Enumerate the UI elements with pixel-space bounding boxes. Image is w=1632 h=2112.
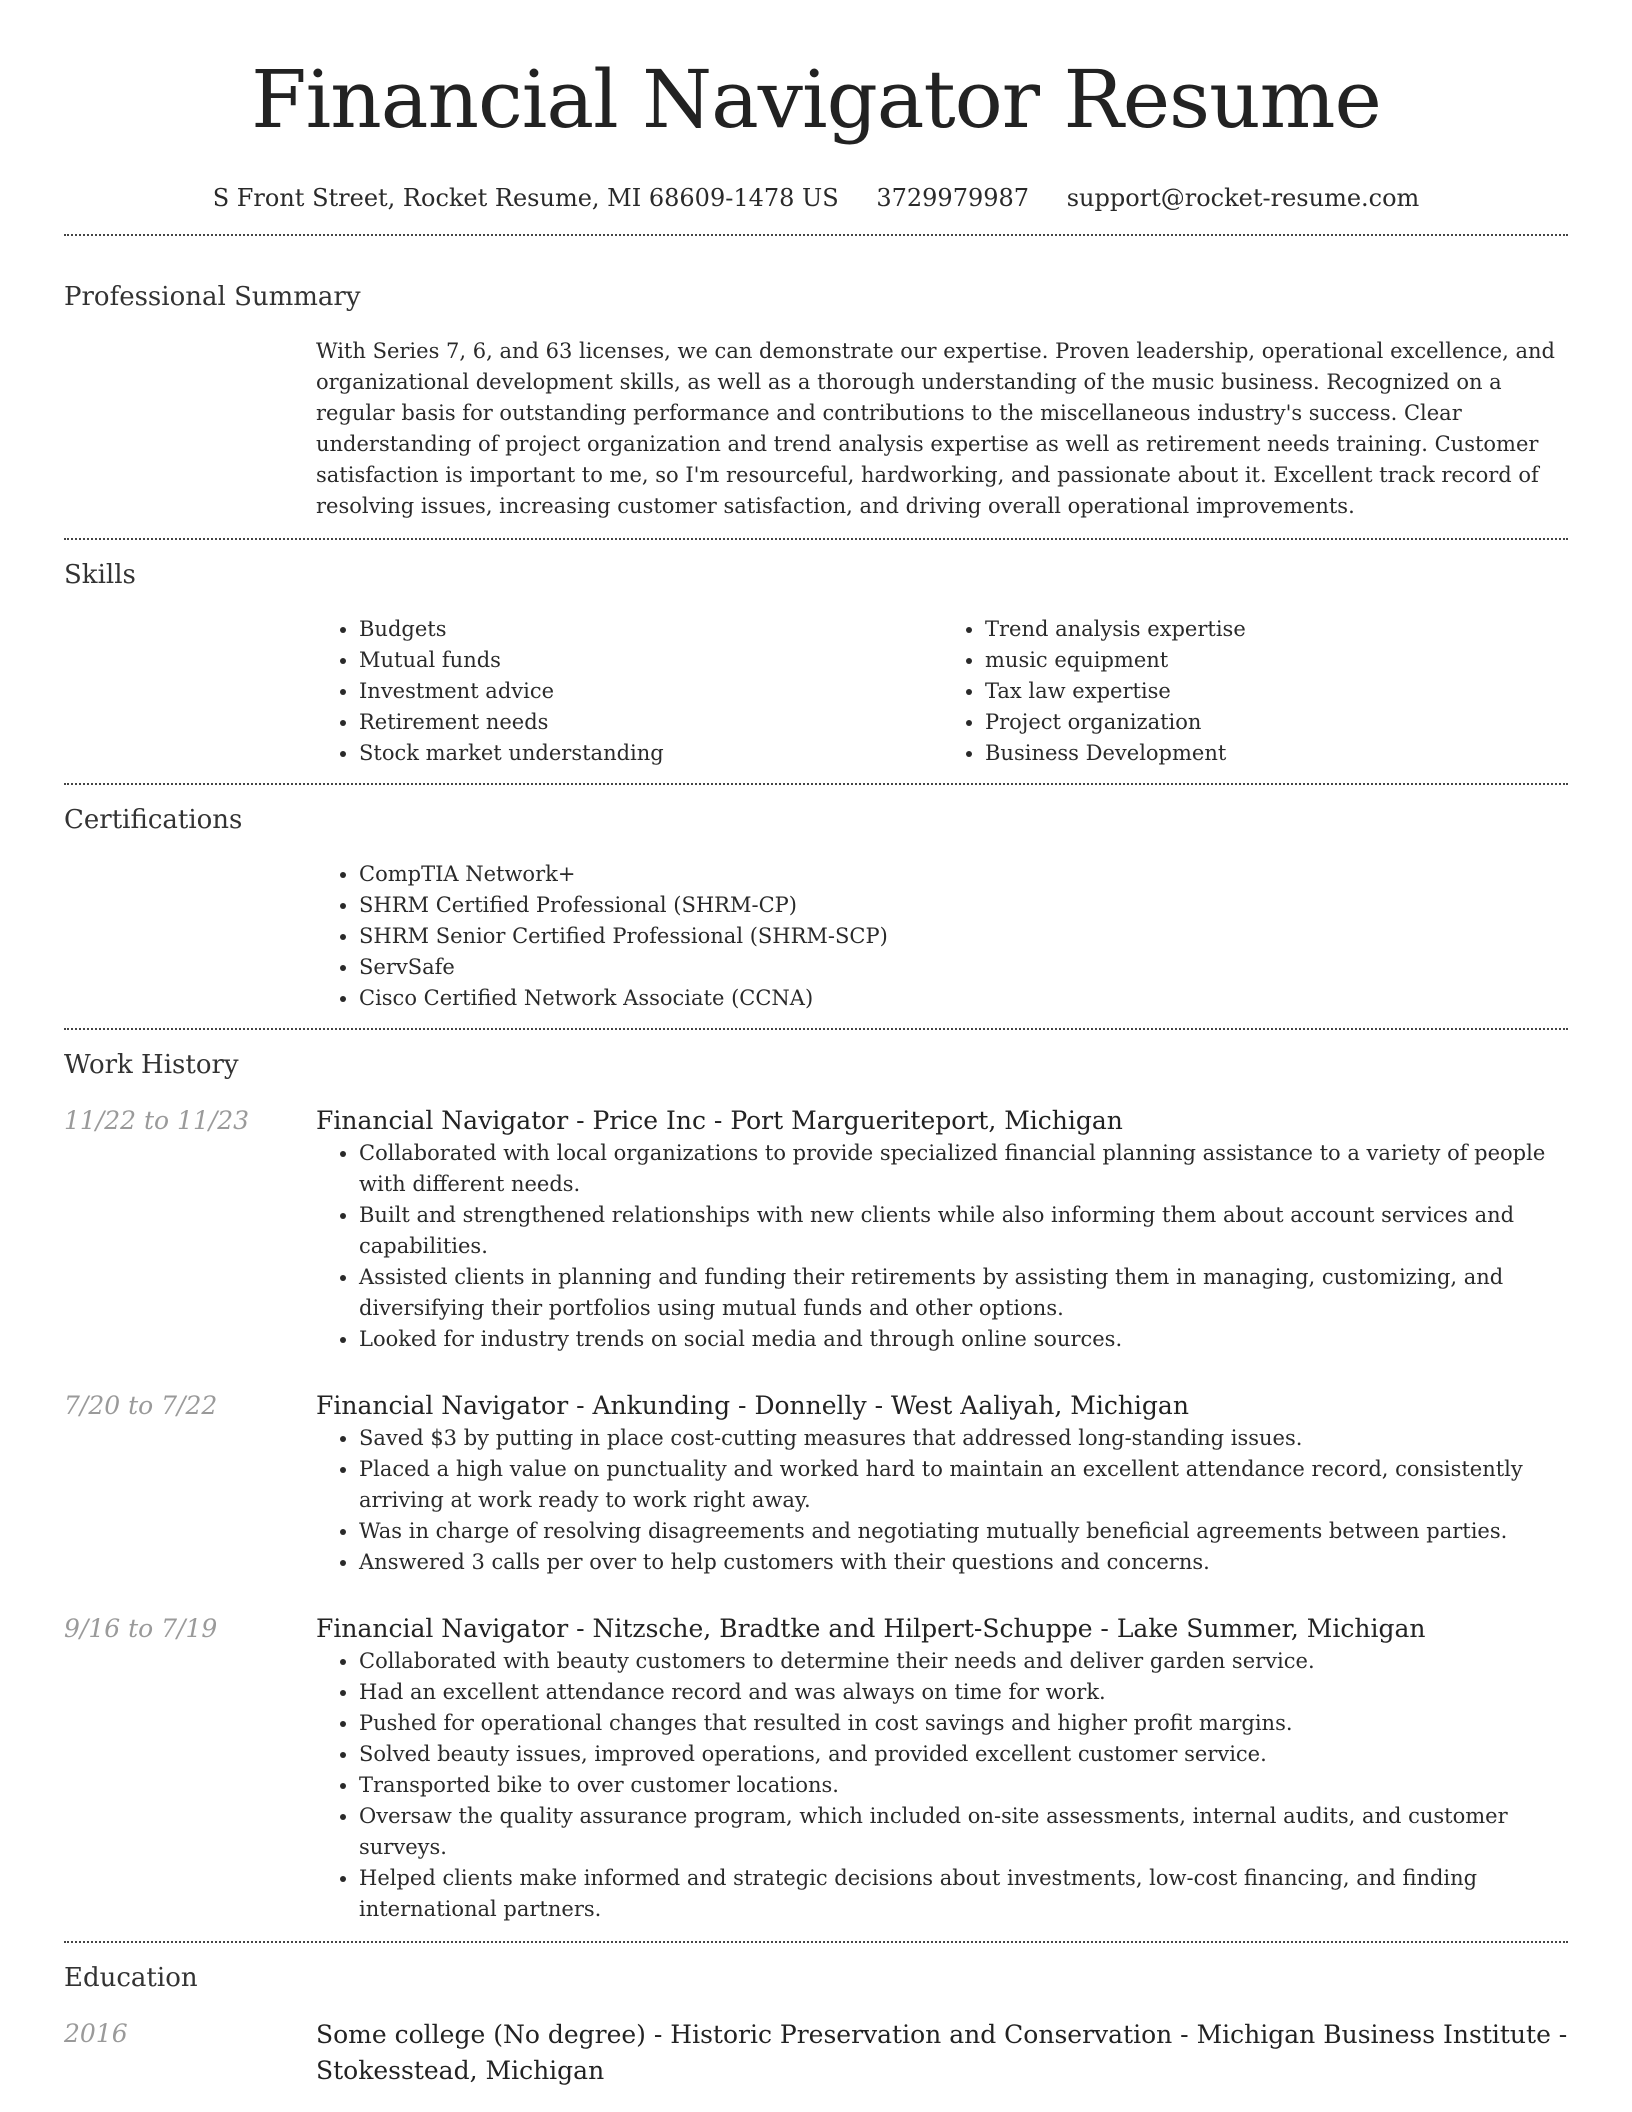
job-details xyxy=(316,1104,1568,1355)
job-dates: 11/22 to 11/23 xyxy=(64,1106,250,1135)
job-entry xyxy=(64,1104,1568,1355)
certifications-list xyxy=(316,859,1568,1014)
skill-item: • Investment advice xyxy=(359,676,942,707)
skills-grid xyxy=(316,614,1568,783)
job-bullet: • Was in charge of resolving disagreements and negotiating mutually beneficial agreements between parties. xyxy=(359,1516,1568,1547)
education-details xyxy=(316,2017,1568,2089)
summary-heading: Professional Summary xyxy=(64,282,361,312)
contact-email: support@rocket-resume.com xyxy=(1066,184,1420,212)
certification-item: • ServSafe xyxy=(359,952,1568,983)
job-bullet: • Oversaw the quality assurance program, which included on-site assessments, internal audits, and customer surveys. xyxy=(359,1801,1568,1863)
skill-item: • Business Development xyxy=(985,738,1568,769)
job-dates: 9/16 to 7/19 xyxy=(64,1614,218,1643)
skill-item: • Mutual funds xyxy=(359,645,942,676)
job-bullet: • Collaborated with beauty customers to determine their needs and deliver garden service. xyxy=(359,1646,1568,1677)
job-bullets xyxy=(316,1423,1568,1578)
contact-address: S Front Street, Rocket Resume, MI 68609-1478 US xyxy=(212,184,839,212)
skill-item: • Retirement needs xyxy=(359,707,942,738)
skill-item: • Tax law expertise xyxy=(985,676,1568,707)
certification-item: • SHRM Senior Certified Professional (SHRM-SCP) xyxy=(359,921,1568,952)
job-entry xyxy=(64,1612,1568,1941)
education-heading: Education xyxy=(64,1963,198,1993)
job-bullet: • Built and strengthened relationships with new clients while also informing them about account services and capabilities. xyxy=(359,1200,1568,1262)
job-dates: 7/20 to 7/22 xyxy=(64,1391,218,1420)
job-bullet: • Placed a high value on punctuality and worked hard to maintain an excellent attendance record, consistently arriving at work ready to work right away. xyxy=(359,1454,1568,1516)
work-history-heading: Work History xyxy=(64,1050,239,1080)
education-year: 2016 xyxy=(64,2019,128,2048)
skills-heading: Skills xyxy=(64,560,136,590)
job-bullet: • Had an excellent attendance record and was always on time for work. xyxy=(359,1677,1568,1708)
job-bullet: • Solved beauty issues, improved operations, and provided excellent customer service. xyxy=(359,1739,1568,1770)
skill-item: • Budgets xyxy=(359,614,942,645)
job-title: Financial Navigator - Nitzsche, Bradtke and Hilpert-Schuppe - Lake Summer, Michigan xyxy=(316,1614,1426,1643)
job-bullets xyxy=(316,1138,1568,1355)
summary-section xyxy=(64,236,1568,538)
skill-item: • Stock market understanding xyxy=(359,738,942,769)
certification-item: • SHRM Certified Professional (SHRM-CP) xyxy=(359,890,1568,921)
job-bullet: • Saved $3 by putting in place cost-cutting measures that addressed long-standing issues. xyxy=(359,1423,1568,1454)
job-title: Financial Navigator - Price Inc - Port Margueriteport, Michigan xyxy=(316,1106,1123,1135)
job-title: Financial Navigator - Ankunding - Donnelly - West Aaliyah, Michigan xyxy=(316,1391,1189,1420)
skill-item: • Trend analysis expertise xyxy=(985,614,1568,645)
certifications-heading: Certifications xyxy=(64,805,243,835)
job-details xyxy=(316,1389,1568,1578)
skills-list-right xyxy=(942,614,1568,769)
certification-item: • CompTIA Network+ xyxy=(359,859,1568,890)
job-bullet: • Looked for industry trends on social media and through online sources. xyxy=(359,1324,1568,1355)
education-title: Some college (No degree) - Historic Preservation and Conservation - Michigan Business Institute - Stokesstead, Michigan xyxy=(316,2020,1568,2085)
contact-line xyxy=(64,182,1568,214)
certifications-section xyxy=(64,785,1568,1028)
job-bullet: • Collaborated with local organizations to provide specialized financial planning assistance to a variety of people with different needs. xyxy=(359,1138,1568,1200)
job-bullet: • Answered 3 calls per over to help customers with their questions and concerns. xyxy=(359,1547,1568,1578)
education-section xyxy=(64,1943,1568,2089)
job-bullets xyxy=(316,1646,1568,1925)
job-details xyxy=(316,1612,1568,1925)
skills-section xyxy=(64,540,1568,783)
summary-text: With Series 7, 6, and 63 licenses, we can demonstrate our expertise. Proven leadership, operational excellence, and organizational development skills, as well as a thorough understanding of the music business. Recognized on a regular basis for outstanding performance and contributions to the miscellaneous industry's success. Clear understanding of project organization and trend analysis expertise as well as retirement needs training. Customer satisfaction is important to me, so I'm resourceful, hardworking, and passionate about it. Excellent track record of resolving issues, increasing customer satisfaction, and driving overall operational improvements. xyxy=(316,339,1555,518)
certifications-list-wrap xyxy=(316,859,1568,1028)
job-bullet: • Assisted clients in planning and funding their retirements by assisting them in managing, customizing, and diversifying their portfolios using mutual funds and other options. xyxy=(359,1262,1568,1324)
job-bullet: • Helped clients make informed and strategic decisions about investments, low-cost financing, and finding international partners. xyxy=(359,1863,1568,1925)
work-history-section xyxy=(64,1030,1568,1941)
skills-list-left xyxy=(316,614,942,769)
education-entry xyxy=(64,2017,1568,2089)
contact-phone: 3729979987 xyxy=(876,184,1030,212)
job-bullet: • Transported bike to over customer locations. xyxy=(359,1770,1568,1801)
skill-item: • music equipment xyxy=(985,645,1568,676)
resume-title: Financial Navigator Resume xyxy=(251,53,1381,146)
job-entry xyxy=(64,1389,1568,1578)
skill-item: • Project organization xyxy=(985,707,1568,738)
certification-item: • Cisco Certified Network Associate (CCNA) xyxy=(359,983,1568,1014)
job-bullet: • Pushed for operational changes that resulted in cost savings and higher profit margins. xyxy=(359,1708,1568,1739)
